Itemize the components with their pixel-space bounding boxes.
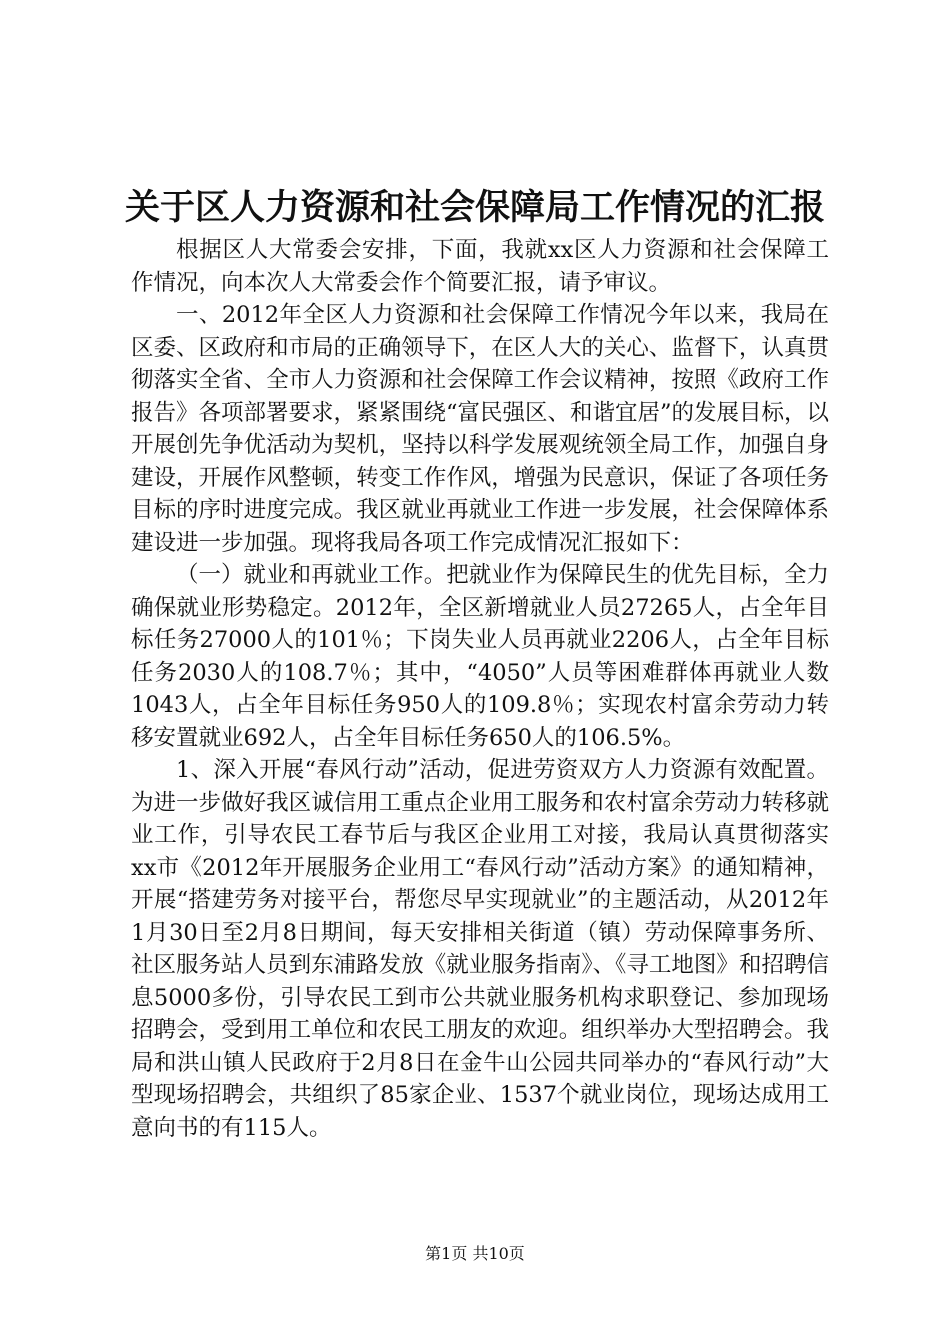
document-title: 关于区人力资源和社会保障局工作情况的汇报	[124, 187, 825, 228]
page-number-footer: 第1页 共10页	[425, 1244, 525, 1263]
paragraph-intro: 根据区人大常委会安排，下面，我就xx区人力资源和社会保障工作情况，向本次人大常委会作个简要汇报，请予审议。	[131, 237, 829, 296]
paragraph-section-one: 一、2012年全区人力资源和社会保障工作情况今年以来，我局在区委、区政府和市局的正确领导下，在区人大的关心、监督下，认真贯彻落实全省、全市人力资源和社会保障工作会议精神，按照《政府工作报告》各项部署要求，紧紧围绕“富民强区、和谐宜居”的发展目标，以开展创先争优活动为契机，坚持以科学发展观统领全局工作，加强自身建设，开展作风整顿，转变工作作风，增强为民意识，保证了各项任务目标的序时进度完成。我区就业再就业工作进一步发展，社会保障体系建设进一步加强。现将我局各项工作完成情况汇报如下：	[131, 302, 830, 556]
paragraph-spring-breeze: 1、深入开展“春风行动”活动，促进劳资双方人力资源有效配置。为进一步做好我区诚信用工重点企业用工服务和农村富余劳动力转移就业工作，引导农民工春节后与我区企业用工对接，我局认真贯彻落实xx市《2012年开展服务企业用工“春风行动”活动方案》的通知精神，开展“搭建劳务对接平台，帮您尽早实现就业”的主题活动，从2012年1月30日至2月8日期间，每天安排相关街道（镇）劳动保障事务所、社区服务站人员到东浦路发放《就业服务指南》、《寻工地图》和招聘信息5000多份，引导农民工到市公共就业服务机构求职登记、参加现场招聘会，受到用工单位和农民工朋友的欢迎。组织举办大型招聘会。我局和洪山镇人民政府于2月8日在金牛山公园共同举办的“春风行动”大型现场招聘会，共组织了85家企业、1537个就业岗位，现场达成用工意向书的有115人。	[131, 757, 829, 1141]
paragraph-employment: （一）就业和再就业工作。把就业作为保障民生的优先目标，全力确保就业形势稳定。2012年，全区新增就业人员27265人，占全年目标任务27000人的101％；下岗失业人员再就业2206人，占全年目标任务2030人的108.7％；其中，“4050”人员等困难群体再就业人数1043人，占全年目标任务950人的109.8％；实现农村富余劳动力转移安置就业692人，占全年目标任务650人的106.5%。	[131, 562, 829, 751]
document-body	[131, 234, 829, 1144]
